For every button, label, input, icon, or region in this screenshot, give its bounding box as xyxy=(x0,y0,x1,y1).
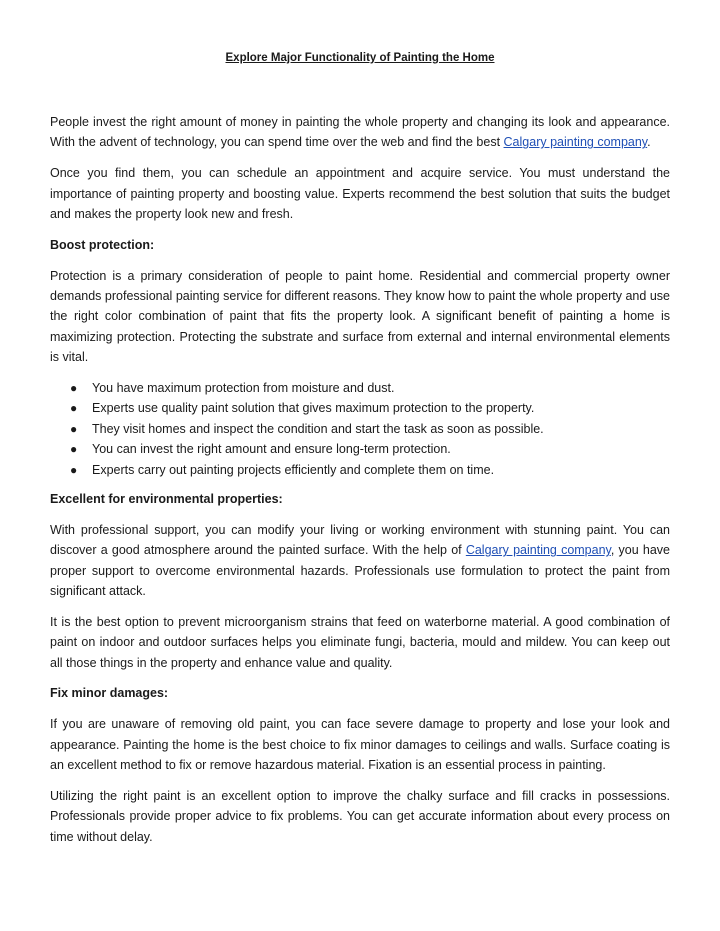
calgary-painting-link-2[interactable]: Calgary painting company xyxy=(465,543,611,558)
heading-environmental-properties: Excellent for environmental properties: xyxy=(50,492,283,507)
intro-paragraph-1 xyxy=(50,112,670,153)
intro-paragraph-1-end: . xyxy=(647,135,651,150)
list-item xyxy=(50,378,670,398)
list-item xyxy=(50,398,670,418)
environment-paragraph-1-text: With professional support, you can modify your living or working environment with stunning paint. You can discover a good atmosphere around the painted surface. With the help of xyxy=(50,522,670,558)
intro-paragraph-2: Once you find them, you can schedule an appointment and acquire service. You must understand the importance of painting property and boosting value. Experts recommend the best solution that suits the budget and makes the property look new and fresh. xyxy=(50,166,670,222)
heading-fix-minor-damages: Fix minor damages: xyxy=(50,686,169,701)
damages-paragraph-1: If you are unaware of removing old paint, you can face severe damage to property and lose your look and appearance. Painting the home is the best choice to fix minor damages to ceilings and walls. Surface coating is an excellent method to fix or remove hazardous material. Fixation is an essential process in painting. xyxy=(50,717,670,773)
bullet-icon: ● xyxy=(70,401,78,416)
intro-paragraph-1-text: People invest the right amount of money in painting the whole property and changing its look and appearance. With the advent of technology, you can spend time over the web and find the best xyxy=(50,115,670,150)
list-item-text: You have maximum protection from moisture and dust. xyxy=(92,381,395,396)
list-item-text: They visit homes and inspect the condition and start the task as soon as possible. xyxy=(92,421,544,436)
bullet-icon: ● xyxy=(70,381,78,396)
list-item xyxy=(50,439,670,459)
environment-paragraph-2: It is the best option to prevent microorganism strains that feed on waterborne material. A good combination of paint on indoor and outdoor surfaces helps you eliminate fungi, bacteria, mould and mildew. You can keep out all those things in the property and enhance value and quality. xyxy=(50,614,670,670)
document-title: Explore Major Functionality of Painting the Home xyxy=(225,52,495,64)
list-item-text: You can invest the right amount and ensure long-term protection. xyxy=(92,442,451,457)
protection-bullet-list xyxy=(50,378,670,480)
boost-paragraph: Protection is a primary consideration of people to paint home. Residential and commercial property owner demands professional painting service for different reasons. They know how to paint the whole property and use the right color combination of paint that fits the property look. A significant benefit of painting a home is maximizing protection. Protecting the substrate and surface from external and internal environmental elements is vital. xyxy=(50,268,670,365)
bullet-icon: ● xyxy=(70,462,78,477)
heading-boost-protection: Boost protection: xyxy=(50,237,155,252)
document-body xyxy=(50,112,670,858)
bullet-icon: ● xyxy=(70,442,78,457)
list-item-text: Experts use quality paint solution that gives maximum protection to the property. xyxy=(92,401,535,416)
environment-paragraph-1-end: , you have proper support to overcome environmental hazards. Professionals use formulation to protect the paint from significant attack. xyxy=(50,543,670,599)
damages-paragraph-2: Utilizing the right paint is an excellent option to improve the chalky surface and fill cracks in possessions. Professionals provide proper advice to fix problems. You can get accurate information about every process on time without delay. xyxy=(50,788,670,844)
list-item-text: Experts carry out painting projects efficiently and complete them on time. xyxy=(92,462,495,477)
bullet-icon: ● xyxy=(70,421,78,436)
list-item xyxy=(50,419,670,439)
calgary-painting-link-1[interactable]: Calgary painting company xyxy=(503,135,648,150)
list-item xyxy=(50,460,670,480)
environment-paragraph-1 xyxy=(50,520,670,602)
